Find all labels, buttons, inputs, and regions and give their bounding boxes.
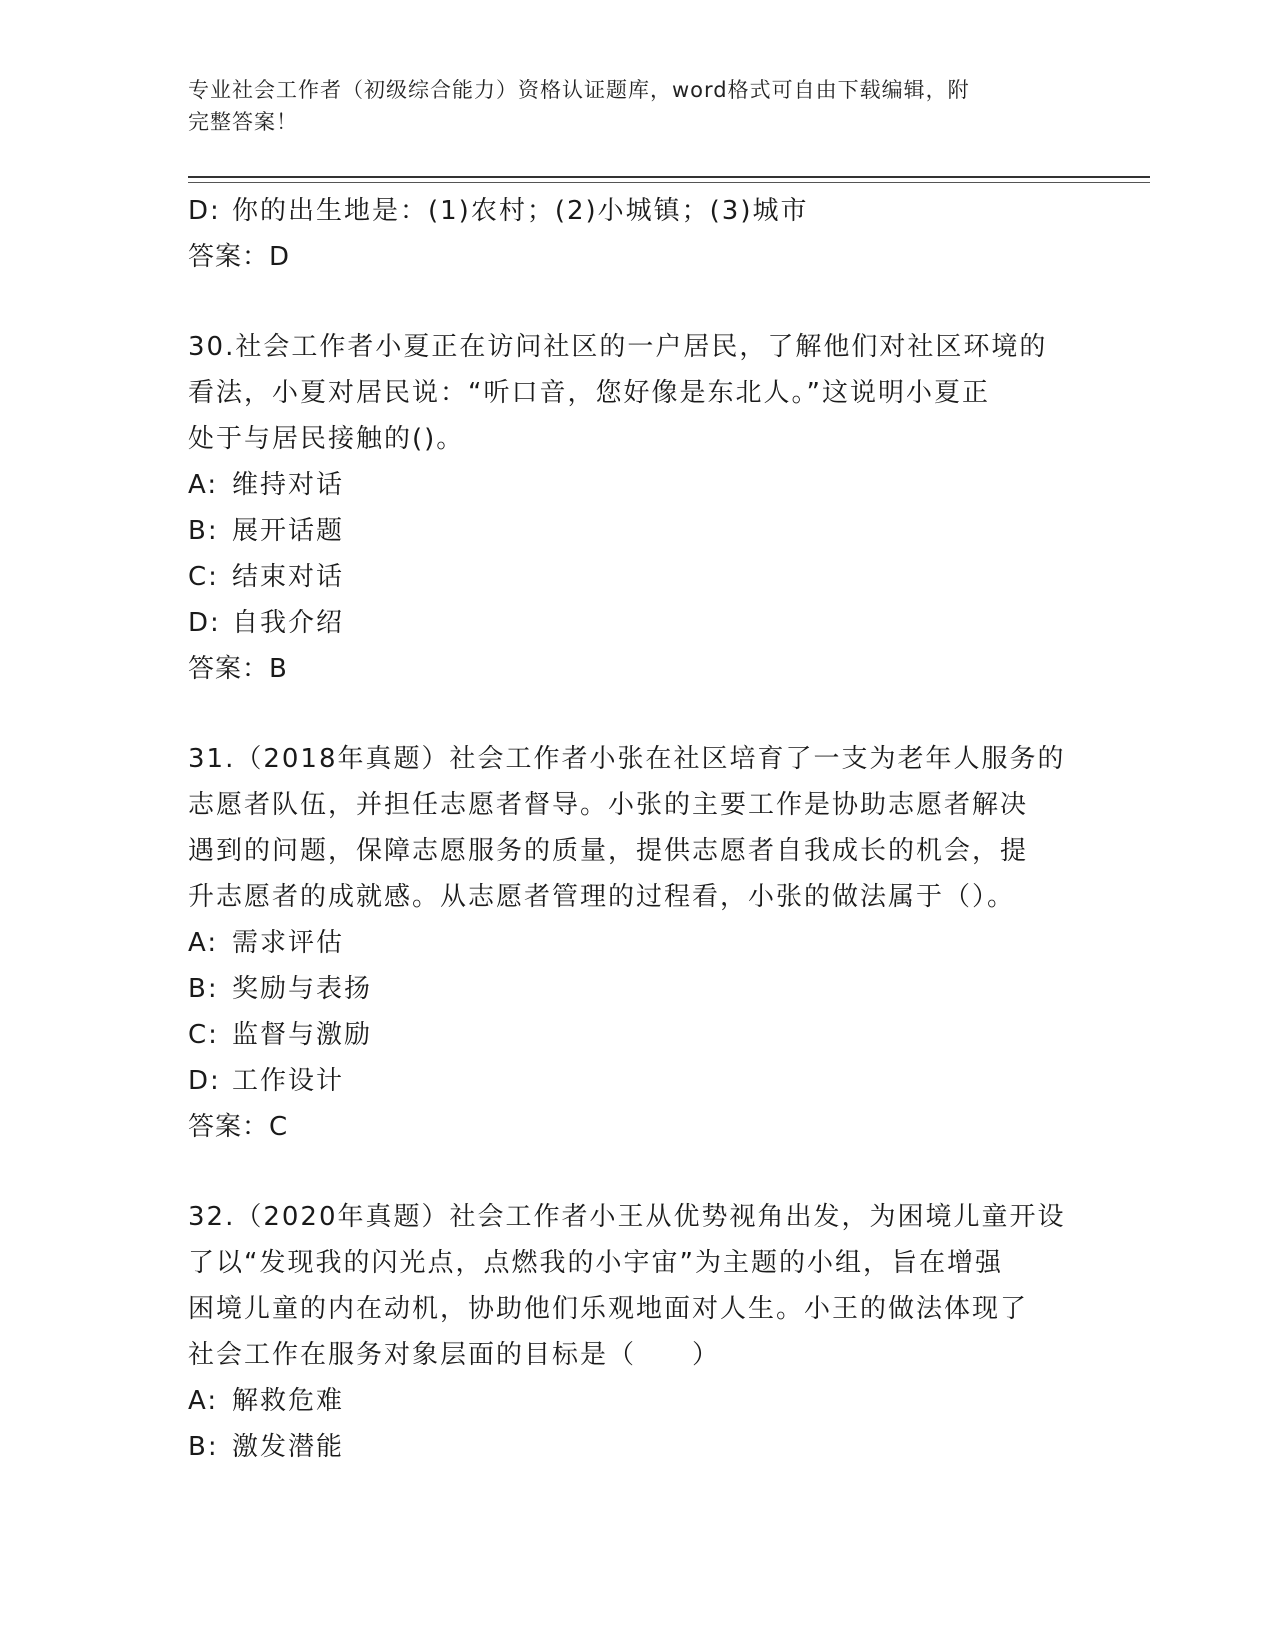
question-30 — [188, 324, 1088, 692]
question-stem-line: 困境儿童的内在动机，协助他们乐观地面对人生。小王的做法体现了 — [188, 1294, 1029, 1324]
header-divider-thick — [188, 176, 1150, 178]
header-line-2: 完整答案！ — [188, 110, 298, 134]
question-stem-line: 处于与居民接触的()。 — [188, 424, 465, 454]
option-label: D: — [188, 196, 221, 226]
option-label: A: — [188, 1386, 219, 1416]
option-a — [188, 462, 1088, 508]
option-label: A: — [188, 470, 219, 500]
question-stem-line: 了以“发现我的闪光点，点燃我的小宇宙”为主题的小组，旨在增强 — [188, 1248, 1003, 1278]
option-a — [188, 1378, 1088, 1424]
question-stem-line: 32.（2020年真题）社会工作者小王从优势视角出发，为困境儿童开设 — [188, 1202, 1066, 1232]
question-stem-line: 遇到的问题，保障志愿服务的质量，提供志愿者自我成长的机会，提 — [188, 836, 1029, 866]
option-text: 展开话题 — [232, 516, 345, 546]
option-label: D: — [188, 608, 221, 638]
question-stem-line: 志愿者队伍，并担任志愿者督导。小张的主要工作是协助志愿者解决 — [188, 790, 1029, 820]
question-stem-line: 看法，小夏对居民说：“听口音，您好像是东北人。”这说明小夏正 — [188, 378, 990, 408]
option-b — [188, 966, 1088, 1012]
option-b — [188, 508, 1088, 554]
spacer — [188, 692, 1088, 736]
option-d — [188, 600, 1088, 646]
question-stem-line: 30.社会工作者小夏正在访问社区的一户居民，了解他们对社区环境的 — [188, 332, 1048, 362]
previous-question-tail — [188, 188, 1088, 280]
option-label: C: — [188, 562, 219, 592]
question-31 — [188, 736, 1088, 1150]
option-c — [188, 554, 1088, 600]
option-label: B: — [188, 1432, 219, 1462]
option-b — [188, 1424, 1088, 1470]
answer-line: 答案：D — [188, 242, 291, 272]
option-label: B: — [188, 516, 219, 546]
option-text: 你的出生地是：(1)农村；(2)小城镇；(3)城市 — [232, 196, 809, 226]
option-label: C: — [188, 1020, 219, 1050]
option-text: 奖励与表扬 — [232, 974, 373, 1004]
spacer — [188, 1150, 1088, 1194]
option-text: 监督与激励 — [232, 1020, 373, 1050]
option-c — [188, 1012, 1088, 1058]
spacer — [188, 280, 1088, 324]
page-header-note — [188, 74, 1068, 138]
option-label: A: — [188, 928, 219, 958]
answer-line: 答案：C — [188, 1112, 289, 1142]
option-label: B: — [188, 974, 219, 1004]
answer-line: 答案：B — [188, 654, 288, 684]
option-d — [188, 188, 1088, 234]
header-line-1: 专业社会工作者（初级综合能力）资格认证题库，word格式可自由下载编辑，附 — [188, 78, 970, 102]
question-stem-line: 社会工作在服务对象层面的目标是（ ） — [188, 1340, 721, 1370]
option-text: 激发潜能 — [232, 1432, 345, 1462]
option-a — [188, 920, 1088, 966]
option-text: 维持对话 — [232, 470, 345, 500]
option-text: 自我介绍 — [232, 608, 345, 638]
option-text: 需求评估 — [232, 928, 345, 958]
option-text: 工作设计 — [232, 1066, 345, 1096]
option-text: 解救危难 — [232, 1386, 345, 1416]
option-text: 结束对话 — [232, 562, 345, 592]
option-d — [188, 1058, 1088, 1104]
question-32 — [188, 1194, 1088, 1470]
header-divider-thin — [188, 182, 1150, 183]
question-content — [188, 188, 1088, 1470]
question-stem-line: 31.（2018年真题）社会工作者小张在社区培育了一支为老年人服务的 — [188, 744, 1066, 774]
option-label: D: — [188, 1066, 221, 1096]
question-stem-line: 升志愿者的成就感。从志愿者管理的过程看，小张的做法属于（）。 — [188, 882, 1016, 912]
